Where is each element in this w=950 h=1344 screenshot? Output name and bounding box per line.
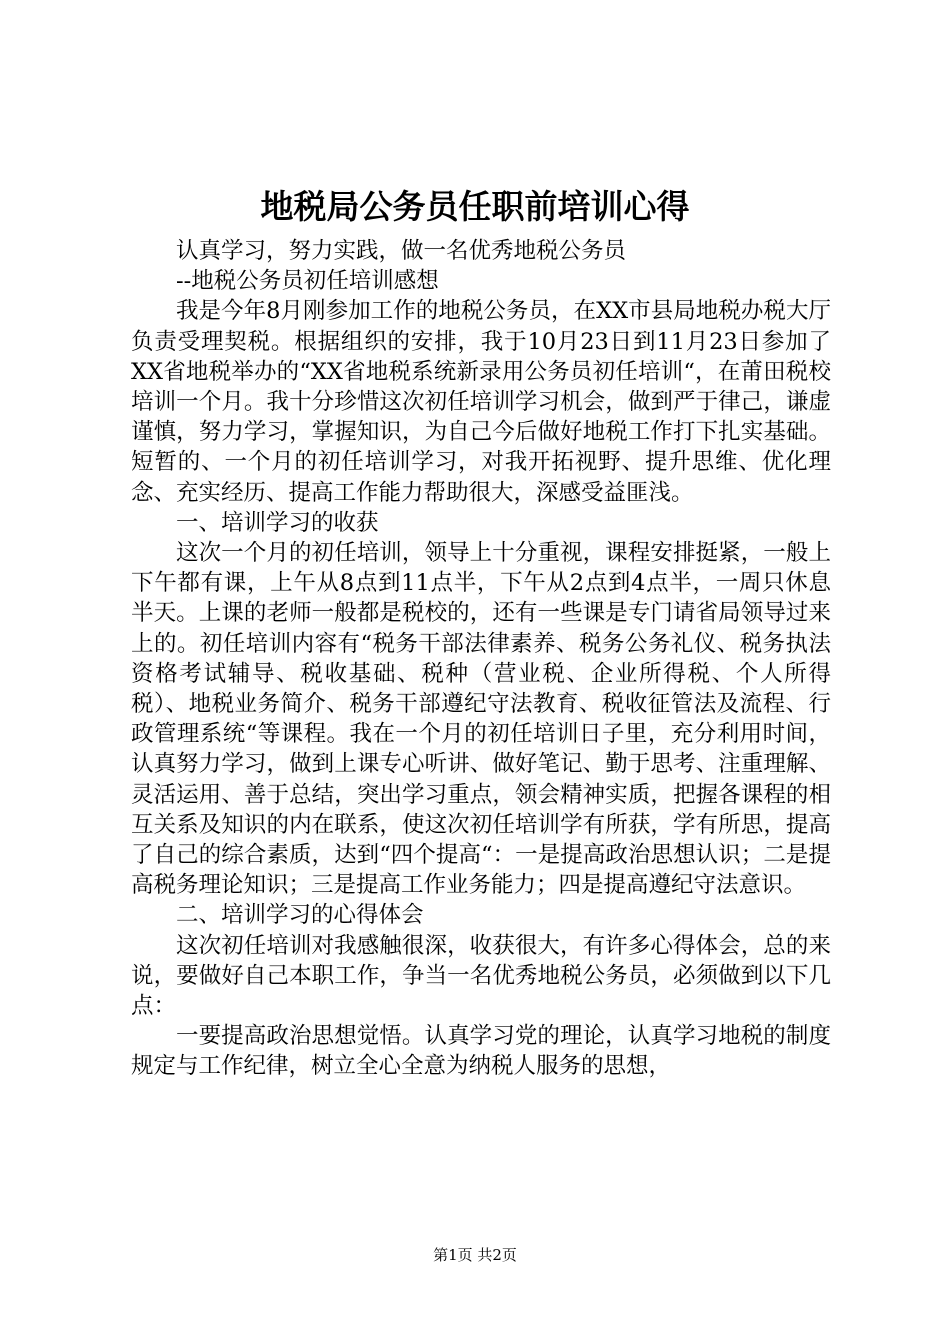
paragraph-experience: 这次初任培训对我感触很深，收获很大，有许多心得体会，总的来说，要做好自己本职工作，争当一名优秀地税公务员，必须做到以下几点： [131,932,831,1020]
paragraph-training-content: 这次一个月的初任培训，领导上十分重视，课程安排挺紧，一般上下午都有课，上午从8点到11点半，下午从2点到4点半，一周只休息半天。上课的老师一般都是税校的，还有一些课是专门请省局领导过来上的。初任培训内容有“税务干部法律素养、税务公务礼仪、税务执法资格考试辅导、税收基础、税种（营业税、企业所得税、个人所得税）、地税业务简介、税务干部遵纪守法教育、税收征管法及流程、行政管理系统“等课程。我在一个月的初任培训日子里，充分利用时间，认真努力学习，做到上课专心听讲、做好笔记、勤于思考、注重理解、灵活运用、善于总结，突出学习重点，领会精神实质，把握各课程的相互关系及知识的内在联系，使这次初任培训学有所获，学有所思，提高了自己的综合素质，达到“四个提高“：一是提高政治思想认识；二是提高税务理论知识；三是提高工作业务能力；四是提高遵纪守法意识。 [131,540,831,899]
page-footer: 第1页 共2页 [433,1246,517,1264]
paragraph-point-one: 一要提高政治思想觉悟。认真学习党的理论，认真学习地税的制度规定与工作纪律，树立全心全意为纳税人服务的思想， [131,1023,831,1080]
document-title: 地税局公务员任职前培训心得 [260,187,690,226]
section-heading-2: 二、培训学习的心得体会 [176,902,424,929]
subtitle-line: 认真学习，努力实践，做一名优秀地税公务员 [176,238,627,264]
document-body [131,236,831,1082]
paragraph-intro: 我是今年8月刚参加工作的地税公务员，在XX市县局地税办税大厅负责受理契税。根据组织的安排，我于10月23日到11月23日参加了XX省地税举办的“XX省地税系统新录用公务员初任培训“，在莆田税校培训一个月。我十分珍惜这次初任培训学习机会，做到严于律己，谦虚谨慎，努力学习，掌握知识，为自己今后做好地税工作打下扎实基础。短暂的、一个月的初任培训学习，对我开拓视野、提升思维、优化理念、充实经历、提高工作能力帮助很大，深感受益匪浅。 [131,298,831,506]
subtitle-secondary-line: --地税公务员初任培训感想 [176,268,439,295]
section-heading-1: 一、培训学习的收获 [176,509,379,536]
